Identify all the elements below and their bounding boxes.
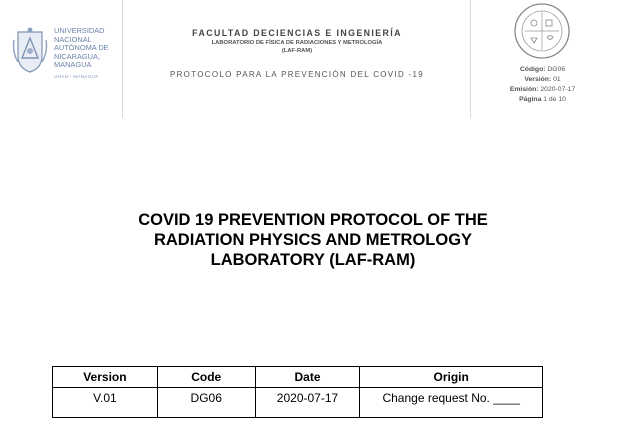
protocol-title: PROTOCOLO PARA LA PREVENCIÓN DEL COVID -19 [169,70,425,79]
cell-date: 2020-07-17 [255,388,360,418]
faculty-seal-icon [513,2,571,60]
cell-origin: Change request No. ____ [360,388,543,418]
document-title: COVID 19 PREVENTION PROTOCOL OF THE RADIATION PHYSICS AND METROLOGY LABORATORY (LAF-RAM) [138,211,488,269]
header-title-block [123,0,471,118]
table-row [53,388,543,418]
column-header-code: Code [157,367,255,388]
university-abbreviation: UNAN - MANAGUA [54,74,99,79]
meta-page: Página 1 de 10 [519,96,566,103]
version-table [52,366,543,418]
meta-issue-date: Emisión: 2020-07-17 [509,86,576,93]
column-header-date: Date [255,367,360,388]
meta-version: Versión: 01 [524,76,561,83]
cell-code: DG06 [157,388,255,418]
cell-version: V.01 [53,388,158,418]
document-header [8,0,614,118]
university-crest-icon [12,26,48,74]
column-header-origin: Origin [360,367,543,388]
laboratory-name: LABORATORIO DE FÍSICA DE RADIACIONES Y METROLOGÍA [211,40,383,46]
header-meta-block [471,0,614,118]
header-university-block [8,0,123,118]
column-header-version: Version [53,367,158,388]
faculty-title: FACULTAD DECIENCIAS E INGENIERÍA [192,28,402,38]
meta-code: Código: DG06 [519,66,566,73]
laboratory-abbreviation: (LAF-RAM) [281,48,313,54]
university-name: UNIVERSIDAD NACIONAL AUTÓNOMA DE NICARAGUA, MANAGUA [54,26,109,70]
version-table-header-row [53,367,543,388]
